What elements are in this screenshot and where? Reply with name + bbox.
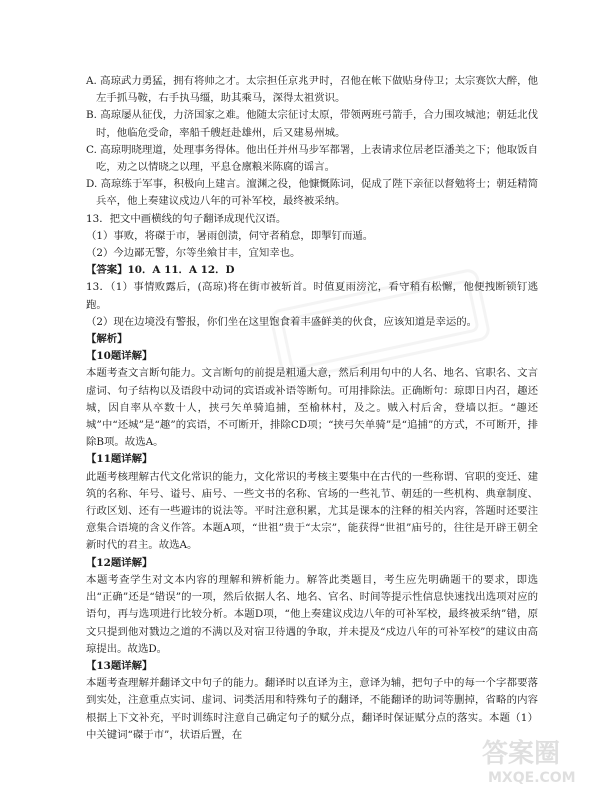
q11-explanation: 此题考核理解古代文化常识的能力，文化常识的考核主要集中在古代的一些称谓、官职的变迁、建筑的名称、年号、谥号、庙号、一些文书的名称、官场的一些礼节、朝廷的一些机构、典章制度、行政区划、还有一些避讳的说法等。平时注意积累，尤其是课本的注释的相关内容，答题时还要注意集合语境的含义作答。本题A项，“世祖”贵于“太宗”，能获得“世祖”庙号的，往往是开辟王朝全新时代的君主。故选A。 [86,470,538,552]
question-13-part-1: （1）事败，将磔于市，暑雨创渍，伺守者稍怠，即掣钉而遁。 [86,229,374,242]
option-a: A. 高琼武力勇猛，拥有将帅之才。太宗担任京兆尹时，召他在帐下做贴身侍卫；太宗赛饮大醉，他左手抓马鞍，右手执马缰，助其乘马，深得太祖赏识。 [86,75,538,105]
answer-13-part-1: 13．（1）事情败露后，(高琼)将在街市被斩首。时值夏雨滂沱，看守稍有松懈，他便拽断锁钉逃跑。 [86,281,538,311]
q10-explanation: 本题考查文言断句能力。文言断句的前提是粗通大意，然后利用句中的人名、地名、官职名、文言虚词、句子结构以及语段中动词的宾语或补语等断句。可用排除法。正确断句：琼即日内召，趣还城，因自率从卒数十人，挟弓矢单骑追捕，至榆林村，及之。贼入村后舍，登墙以拒。“趣还城”中“还城”是“趣”的宾语，不可断开，排除CD项；“挟弓矢单骑”是“追捕”的方式，不可断开，排除B项。故选A。 [86,367,538,449]
answer-13-part-2: （2）现在边境没有警报，你们坐在这里饱食着丰盛鲜美的伙食，应该知道是幸运的。 [86,315,478,328]
q12-heading: 【12题详解】 [86,556,153,569]
question-13-part-2: （2）今边鄙无警，尔等坐飨甘丰，宜知幸也。 [86,247,301,260]
option-c: C. 高琼明晓理道，处理事务得体。他出任并州马步军都署，上表请求位居老臣潘美之下；他取饭自吃，劝之以情晓之以理，平息仓廪粮米陈腐的谣言。 [86,143,538,174]
q11-heading: 【11题详解】 [86,453,153,466]
q12-explanation: 本题考查学生对文本内容的理解和辨析能力。解答此类题目，考生应先明确题干的要求，即选出“正确”还是“错误”的一项，然后依据人名、地名、官名、时间等提示性信息快速找出选项对应的语句，再与选项进行比较分析。本题D项，“他上奏建议戍边八年的可补军校，最终被采纳”错，原文只提到他对戮边之道的不满以及对宿卫待遇的争取，并未提及“戍边八年的可补军校”的建议由高琼提出。故选D。 [86,573,538,655]
q13-heading: 【13题详解】 [86,659,153,672]
document-body [86,73,538,744]
watermark-top-text: 答案圈 [482,739,561,769]
question-13: 13．把文中画横线的句子翻译成现代汉语。 [86,212,287,225]
answer-heading: 【答案】10．A 11．A 12．D [86,264,235,277]
option-b: B. 高琼屡从征伐，力济国家之难。他随太宗征讨太原，带领两班弓箭手，合力围攻城池；朝廷北伐时，他临危受命，率船千艘赶赴雄州，后又建易州城。 [86,109,538,139]
analysis-heading: 【解析】 [86,333,128,346]
option-d: D. 高琼练于军事，积极向上建言。澶渊之役，他慷慨陈词，促成了陛下亲征以督勉将士；朝廷精简兵卒，他上奏建议戍边八年的可补军校，最终被采纳。 [86,178,538,208]
q13-explanation: 本题考查理解并翻译文中句子的能力。翻译时以直译为主，意译为辅，把句子中的每一个字都要落到实处，注意重点实词、虚词、词类活用和特殊句子的翻译，不能翻译的助词等删掉，省略的内容根据上下文补充，平时训练时注意自己确定句子的赋分点，翻译时保证赋分点的落实。本题（1）中关键词“磔于市”，状语后置，在 [86,677,538,741]
q10-heading: 【10题详解】 [86,350,153,363]
watermark-bottom-text: MXQE.COM [488,770,576,786]
